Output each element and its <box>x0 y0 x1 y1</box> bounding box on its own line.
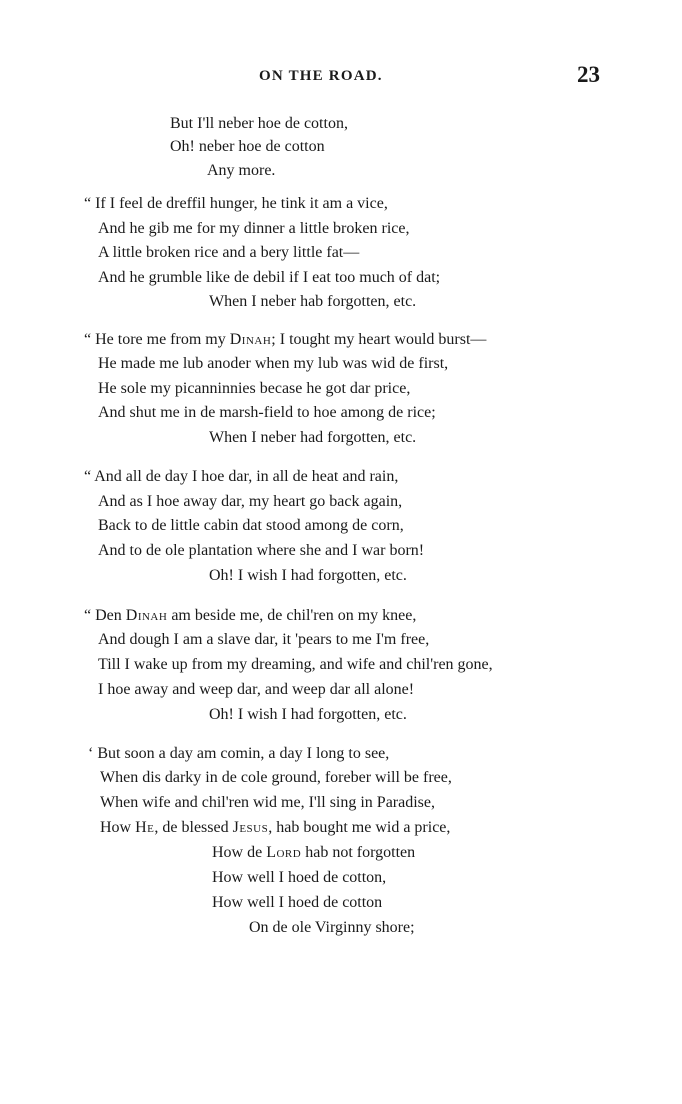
running-head: ON THE ROAD. <box>259 68 383 84</box>
verse-line: Any more. <box>207 162 276 179</box>
text-span: hab not forgotten <box>301 844 416 861</box>
text-span: How <box>100 819 136 836</box>
verse-line: A little broken rice and a bery little fat— <box>98 244 360 261</box>
text-span: , de blessed <box>154 819 233 836</box>
verse-line: And as I hoe away dar, my heart go back again, <box>98 493 403 510</box>
verse-line: But I'll neber hoe de cotton, <box>170 115 348 132</box>
text-span: am beside me, de chil'ren on my knee, <box>167 607 417 624</box>
verse-line: And to de ole plantation where she and I war born! <box>98 542 425 559</box>
verse-line <box>84 606 416 626</box>
refrain-line: When I neber had forgotten, etc. <box>209 429 417 446</box>
name-dinah: Dinah <box>125 607 168 624</box>
verse-line: And he gib me for my dinner a little broken rice, <box>98 220 410 237</box>
page-header <box>0 62 682 90</box>
name-he: He <box>135 819 155 836</box>
verse-line: And dough I am a slave dar, it 'pears to me I'm free, <box>98 631 430 648</box>
verse-line: On de ole Virginny shore; <box>249 919 415 936</box>
text-span: “ Den <box>84 607 126 624</box>
page-number: 23 <box>577 62 600 87</box>
text-span: “ He tore me from my <box>84 331 230 348</box>
verse-line: I hoe away and weep dar, and weep dar all alone! <box>98 681 415 698</box>
verse-line: He made me lub anoder when my lub was wid de first, <box>98 355 449 372</box>
text-span: ; I tought my heart would burst— <box>271 331 487 348</box>
verse-line: Back to de little cabin dat stood among de corn, <box>98 517 404 534</box>
verse-line: When dis darky in de cole ground, foreber will be free, <box>100 769 452 786</box>
verse-line: How well I hoed de cotton, <box>212 869 387 886</box>
verse-line: And shut me in de marsh-field to hoe among de rice; <box>98 404 436 421</box>
verse-line: Till I wake up from my dreaming, and wife and chil'ren gone, <box>98 656 493 673</box>
verse-line <box>100 818 450 838</box>
verse-line: How well I hoed de cotton <box>212 894 383 911</box>
verse-line: “ If I feel de dreffil hunger, he tink it am a vice, <box>84 195 388 212</box>
verse-line: He sole my picanninnies becase he got dar price, <box>98 380 411 397</box>
name-jesus: Jesus <box>232 819 269 836</box>
refrain-line: Oh! I wish I had forgotten, etc. <box>209 567 407 584</box>
verse-line: And he grumble like de debil if I eat too much of dat; <box>98 269 441 286</box>
verse-line <box>212 843 415 863</box>
verse-line: Oh! neber hoe de cotton <box>170 138 325 155</box>
refrain-line: When I neber hab forgotten, etc. <box>209 293 417 310</box>
refrain-line: Oh! I wish I had forgotten, etc. <box>209 706 407 723</box>
name-lord: Lord <box>266 844 302 861</box>
verse-line: ‘ But soon a day am comin, a day I long to see, <box>88 745 390 762</box>
text-span: How de <box>212 844 267 861</box>
name-dinah: Dinah <box>229 331 272 348</box>
text-span: , hab bought me wid a price, <box>268 819 451 836</box>
verse-line <box>84 330 486 350</box>
verse-line: “ And all de day I hoe dar, in all de heat and rain, <box>84 468 399 485</box>
verse-line: When wife and chil'ren wid me, I'll sing in Paradise, <box>100 794 436 811</box>
